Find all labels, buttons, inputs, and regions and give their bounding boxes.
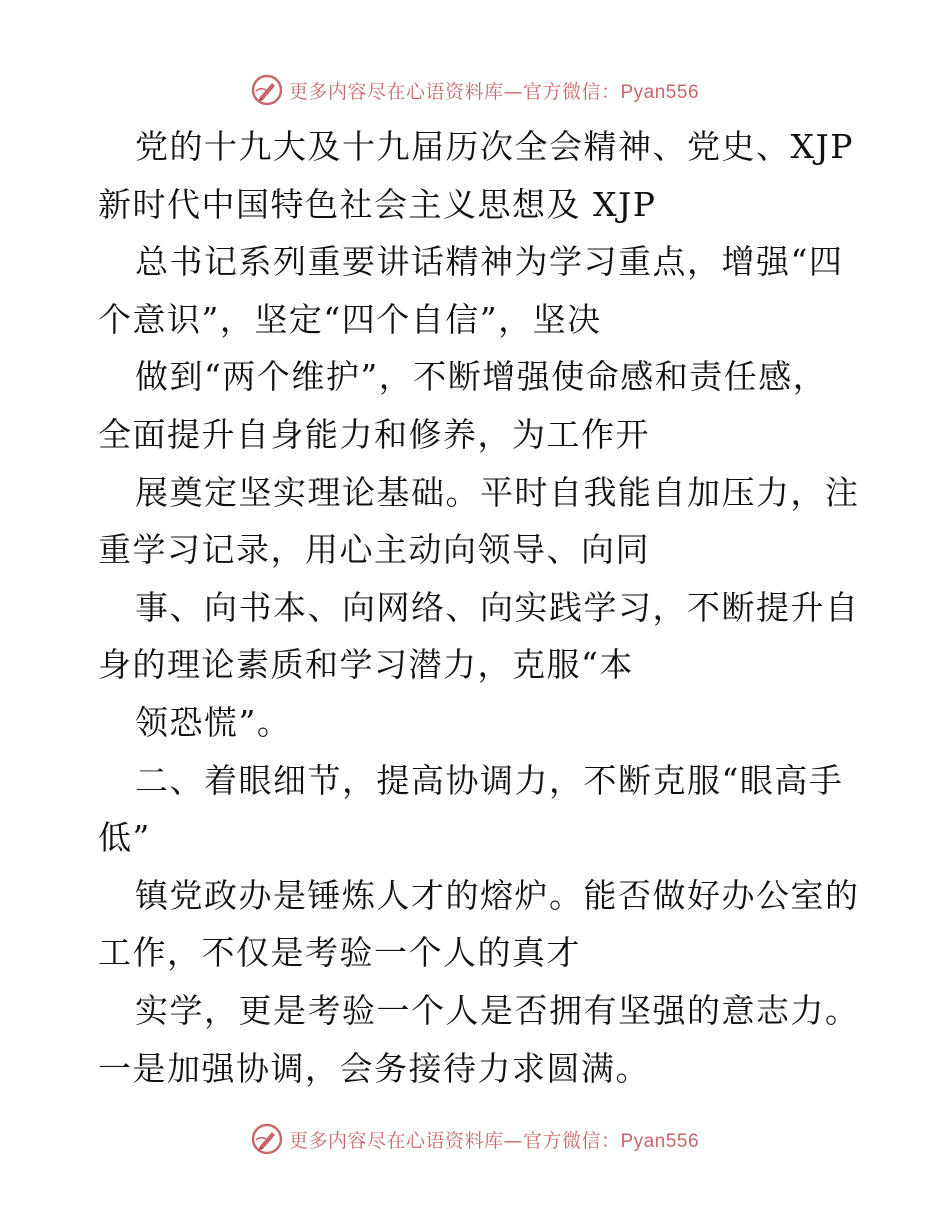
- body-text-line: 低”: [98, 818, 151, 858]
- watermark-group: [251, 74, 699, 106]
- body-text-line: 领恐慌”。: [135, 702, 292, 742]
- document-body: [98, 118, 858, 1097]
- watermark-account: Pyan556: [620, 81, 700, 103]
- watermark-suffix: 官方微信：: [522, 80, 621, 103]
- watermark-text: [289, 77, 699, 104]
- body-text-line: 事、向书本、向网络、向实践学习，不断提升自: [135, 587, 860, 627]
- body-text-line: 重学习记录，用心主动向领导、向同: [98, 530, 650, 570]
- watermark-account: Pyan556: [620, 1130, 700, 1152]
- body-text-line: 工作，不仅是考验一个人的真才: [98, 933, 581, 973]
- watermark-separator: —: [503, 1129, 523, 1152]
- body-text-line: 展奠定坚实理论基础。平时自我能自加压力，注: [135, 472, 860, 512]
- body-text-line: 个意识”，坚定“四个自信”，坚决: [98, 299, 602, 339]
- body-text-line: 镇党政办是锤炼人才的熔炉。能否做好办公室的: [135, 875, 860, 915]
- body-text-line: 身的理论素质和学习潜力，克服“本: [98, 645, 634, 685]
- watermark-suffix: 官方微信：: [522, 1129, 621, 1152]
- body-text-line: 二、着眼细节，提高协调力，不断克服“眼高手: [135, 760, 844, 800]
- body-text-line: 做到“两个维护”，不断增强使命感和责任感，: [135, 357, 828, 397]
- watermark-group: [251, 1123, 699, 1155]
- footer-watermark: [0, 1119, 950, 1159]
- body-text-line: 新时代中国特色社会主义思想及 XJP: [98, 184, 657, 224]
- watermark-text: [289, 1126, 699, 1153]
- body-text-line: 一是加强协调，会务接待力求圆满。: [98, 1048, 650, 1088]
- body-text-line: 实学，更是考验一个人是否拥有坚强的意志力。: [135, 990, 860, 1030]
- pen-logo-icon: [251, 1123, 283, 1155]
- header-watermark: [0, 70, 950, 110]
- body-text-line: 全面提升自身能力和修养，为工作开: [98, 414, 650, 454]
- watermark-title: 更多内容尽在心语资料库: [288, 1129, 504, 1152]
- pen-logo-icon: [251, 74, 283, 106]
- watermark-title: 更多内容尽在心语资料库: [288, 80, 504, 103]
- body-text-line: 总书记系列重要讲话精神为学习重点，增强“四: [135, 242, 844, 282]
- watermark-separator: —: [503, 80, 523, 103]
- body-text-line: 党的十九大及十九届历次全会精神、党史、XJP: [135, 127, 854, 166]
